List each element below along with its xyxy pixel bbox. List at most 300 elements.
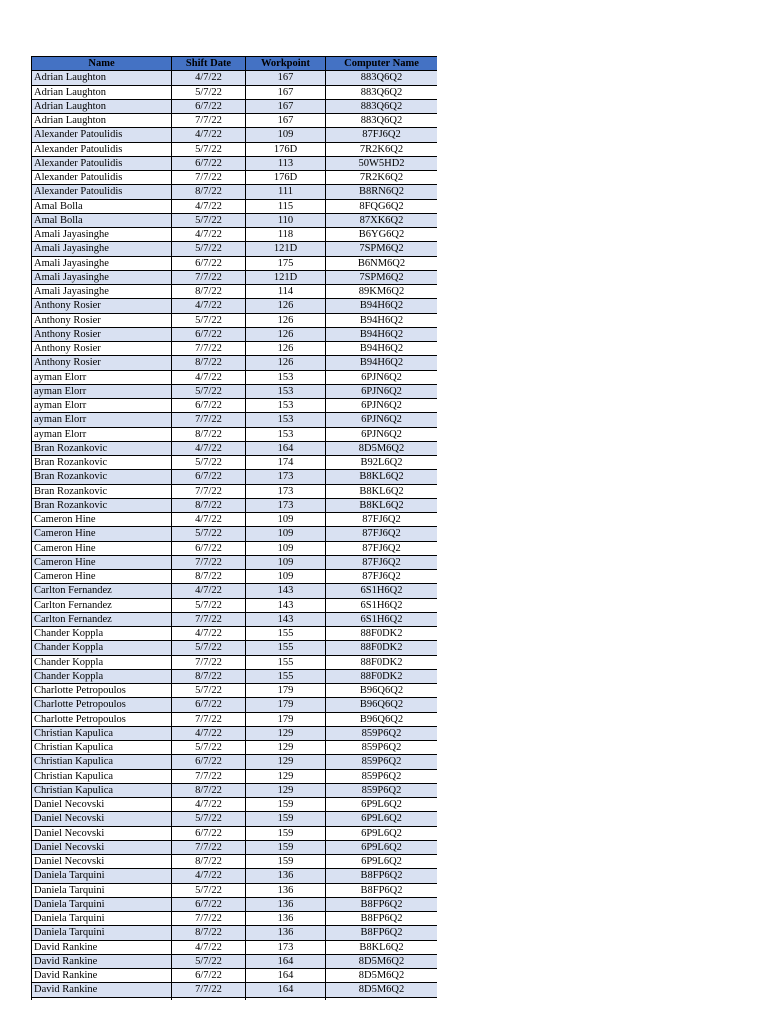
cell-shift-date[interactable]: 7/7/22 (172, 555, 246, 569)
cell-computer-name[interactable]: 6S1H6Q2 (326, 598, 438, 612)
cell-shift-date[interactable]: 7/7/22 (172, 769, 246, 783)
cell-computer-name[interactable]: 6PJN6Q2 (326, 399, 438, 413)
cell-workpoint[interactable]: 118 (246, 228, 326, 242)
cell-shift-date[interactable]: 5/7/22 (172, 242, 246, 256)
cell-workpoint[interactable]: 159 (246, 840, 326, 854)
cell-name[interactable]: Alexander Patoulidis (32, 185, 172, 199)
cell-shift-date[interactable]: 8/7/22 (172, 185, 246, 199)
cell-name[interactable]: Christian Kapulica (32, 741, 172, 755)
cell-workpoint[interactable]: 167 (246, 114, 326, 128)
cell-shift-date[interactable]: 5/7/22 (172, 883, 246, 897)
table-row (32, 71, 438, 85)
cell-name[interactable]: David Rankine (32, 954, 172, 968)
cell-computer-name[interactable]: B92L6Q2 (326, 456, 438, 470)
cell-computer-name[interactable]: B96Q6Q2 (326, 684, 438, 698)
cell-workpoint[interactable]: 136 (246, 869, 326, 883)
cell-name[interactable]: Charlotte Petropoulos (32, 684, 172, 698)
cell-shift-date[interactable]: 5/7/22 (172, 684, 246, 698)
cell-shift-date[interactable]: 8/7/22 (172, 427, 246, 441)
cell-workpoint[interactable]: 173 (246, 484, 326, 498)
cell-computer-name[interactable]: 6P9L6Q2 (326, 798, 438, 812)
cell-shift-date[interactable]: 4/7/22 (172, 869, 246, 883)
cell-name[interactable]: Bran Rozankovic (32, 484, 172, 498)
cell-computer-name[interactable]: 859P6Q2 (326, 783, 438, 797)
cell-shift-date[interactable]: 5/7/22 (172, 456, 246, 470)
cell-shift-date[interactable]: 8/7/22 (172, 783, 246, 797)
cell-computer-name[interactable]: 7SPM6Q2 (326, 242, 438, 256)
cell-name[interactable]: Alexander Patoulidis (32, 128, 172, 142)
cell-computer-name[interactable]: 6P9L6Q2 (326, 855, 438, 869)
cell-workpoint[interactable]: 109 (246, 527, 326, 541)
cell-name[interactable]: Anthony Rosier (32, 313, 172, 327)
cell-workpoint[interactable]: 159 (246, 855, 326, 869)
cell-shift-date[interactable]: 7/7/22 (172, 983, 246, 997)
cell-shift-date[interactable]: 4/7/22 (172, 128, 246, 142)
cell-computer-name[interactable]: 50W5HD2 (326, 156, 438, 170)
cell-name[interactable]: Amali Jayasinghe (32, 285, 172, 299)
cell-name[interactable]: David Rankine (32, 983, 172, 997)
cell-shift-date[interactable]: 6/7/22 (172, 698, 246, 712)
cell-shift-date[interactable]: 4/7/22 (172, 798, 246, 812)
cell-workpoint[interactable]: 167 (246, 99, 326, 113)
cell-name[interactable]: Daniel Necovski (32, 855, 172, 869)
cell-workpoint[interactable]: 136 (246, 912, 326, 926)
table-row (32, 285, 438, 299)
cell-name[interactable]: Amali Jayasinghe (32, 256, 172, 270)
cell-shift-date[interactable]: 7/7/22 (172, 342, 246, 356)
cell-name[interactable]: Bran Rozankovic (32, 456, 172, 470)
cell-computer-name[interactable]: 87FJ6Q2 (326, 555, 438, 569)
cell-workpoint[interactable]: 129 (246, 769, 326, 783)
cell-workpoint[interactable]: 129 (246, 726, 326, 740)
cell-shift-date[interactable]: 5/7/22 (172, 313, 246, 327)
cell-shift-date[interactable]: 7/7/22 (172, 712, 246, 726)
spreadsheet-page (31, 56, 437, 1000)
table-row (32, 513, 438, 527)
cell-workpoint[interactable]: 153 (246, 384, 326, 398)
cell-shift-date[interactable]: 4/7/22 (172, 726, 246, 740)
cell-shift-date[interactable]: 4/7/22 (172, 627, 246, 641)
cell-shift-date[interactable]: 6/7/22 (172, 470, 246, 484)
cell-computer-name[interactable]: 87FJ6Q2 (326, 128, 438, 142)
cell-name[interactable]: Chander Koppla (32, 641, 172, 655)
cell-workpoint[interactable]: 155 (246, 655, 326, 669)
cell-name[interactable]: Adrian Laughton (32, 85, 172, 99)
cell-computer-name[interactable]: B96Q6Q2 (326, 698, 438, 712)
cell-name[interactable]: Amali Jayasinghe (32, 270, 172, 284)
cell-shift-date[interactable]: 7/7/22 (172, 612, 246, 626)
table-row (32, 641, 438, 655)
cell-name[interactable]: Anthony Rosier (32, 342, 172, 356)
cell-name[interactable]: ayman Elorr (32, 427, 172, 441)
table-row (32, 384, 438, 398)
cell-name[interactable]: Daniela Tarquini (32, 912, 172, 926)
cell-computer-name[interactable]: B8KL6Q2 (326, 498, 438, 512)
table-row (32, 342, 438, 356)
cell-computer-name[interactable]: B94H6Q2 (326, 327, 438, 341)
cell-name[interactable]: Adrian Laughton (32, 99, 172, 113)
cell-shift-date[interactable]: 4/7/22 (172, 940, 246, 954)
cell-computer-name[interactable]: 6P9L6Q2 (326, 812, 438, 826)
cell-name[interactable]: Charlotte Petropoulos (32, 712, 172, 726)
cell-computer-name[interactable]: 88F0DK2 (326, 669, 438, 683)
cell-shift-date[interactable]: 4/7/22 (172, 199, 246, 213)
cell-computer-name[interactable]: 87FJ6Q2 (326, 527, 438, 541)
table-row (32, 498, 438, 512)
cell-name[interactable]: Bran Rozankovic (32, 470, 172, 484)
table-row (32, 612, 438, 626)
table-row (32, 413, 438, 427)
cell-computer-name[interactable]: 87FJ6Q2 (326, 513, 438, 527)
cell-workpoint[interactable]: 164 (246, 983, 326, 997)
cell-workpoint[interactable]: 153 (246, 399, 326, 413)
cell-computer-name[interactable]: 6P9L6Q2 (326, 840, 438, 854)
cell-computer-name[interactable]: 6PJN6Q2 (326, 384, 438, 398)
cell-name[interactable]: Daniela Tarquini (32, 883, 172, 897)
cell-workpoint[interactable]: 129 (246, 755, 326, 769)
cell-name[interactable]: Chander Koppla (32, 627, 172, 641)
cell-shift-date[interactable]: 6/7/22 (172, 327, 246, 341)
cell-shift-date[interactable]: 7/7/22 (172, 171, 246, 185)
cell-computer-name[interactable]: B8FP6Q2 (326, 926, 438, 940)
cell-computer-name[interactable]: 859P6Q2 (326, 741, 438, 755)
cell-workpoint[interactable]: 173 (246, 940, 326, 954)
cell-workpoint[interactable]: 110 (246, 213, 326, 227)
cell-workpoint[interactable]: 129 (246, 783, 326, 797)
cell-shift-date[interactable]: 5/7/22 (172, 527, 246, 541)
cell-computer-name[interactable]: 6P9L6Q2 (326, 826, 438, 840)
cell-name[interactable]: Christian Kapulica (32, 726, 172, 740)
cell-computer-name[interactable]: B6NM6Q2 (326, 256, 438, 270)
table-row (32, 997, 438, 1000)
cell-computer-name[interactable]: B8FP6Q2 (326, 883, 438, 897)
cell-name[interactable]: Charlotte Petropoulos (32, 698, 172, 712)
table-row (32, 570, 438, 584)
cell-computer-name[interactable]: 8D5M6Q2 (326, 954, 438, 968)
cell-workpoint[interactable]: 155 (246, 669, 326, 683)
cell-shift-date[interactable]: 4/7/22 (172, 513, 246, 527)
cell-computer-name[interactable]: 6PJN6Q2 (326, 427, 438, 441)
cell-name[interactable]: Daniel Necovski (32, 826, 172, 840)
cell-workpoint[interactable]: 126 (246, 313, 326, 327)
cell-workpoint[interactable]: 174 (246, 456, 326, 470)
cell-name[interactable]: Chander Koppla (32, 655, 172, 669)
table-row (32, 812, 438, 826)
cell-computer-name[interactable]: B96Q6Q2 (326, 712, 438, 726)
table-row (32, 370, 438, 384)
cell-workpoint[interactable]: 164 (246, 954, 326, 968)
cell-shift-date[interactable]: 5/7/22 (172, 85, 246, 99)
cell-computer-name[interactable]: B8FP6Q2 (326, 912, 438, 926)
cell-computer-name[interactable]: 7R2K6Q2 (326, 171, 438, 185)
shift-table (31, 56, 437, 1000)
cell-computer-name[interactable]: B8RN6Q2 (326, 185, 438, 199)
cell-workpoint[interactable]: 173 (246, 470, 326, 484)
cell-workpoint[interactable]: 126 (246, 356, 326, 370)
table-row (32, 755, 438, 769)
cell-workpoint[interactable]: 136 (246, 926, 326, 940)
cell-shift-date[interactable]: 4/7/22 (172, 228, 246, 242)
cell-name[interactable]: Amal Bolla (32, 213, 172, 227)
cell-workpoint[interactable]: 136 (246, 883, 326, 897)
cell-computer-name[interactable]: 87FJ6Q2 (326, 541, 438, 555)
cell-computer-name[interactable]: B94H6Q2 (326, 313, 438, 327)
cell-computer-name[interactable]: 87FJ6Q2 (326, 570, 438, 584)
cell-name[interactable]: Bran Rozankovic (32, 498, 172, 512)
cell-name[interactable]: Amali Jayasinghe (32, 242, 172, 256)
cell-computer-name[interactable]: 859P6Q2 (326, 769, 438, 783)
cell-workpoint[interactable]: 179 (246, 684, 326, 698)
cell-name[interactable]: Carlton Fernandez (32, 598, 172, 612)
cell-shift-date[interactable]: 6/7/22 (172, 541, 246, 555)
table-row (32, 669, 438, 683)
cell-shift-date[interactable]: 8/7/22 (172, 498, 246, 512)
cell-name[interactable]: Christian Kapulica (32, 769, 172, 783)
cell-workpoint[interactable]: 136 (246, 897, 326, 911)
cell-name[interactable]: Alexander Patoulidis (32, 171, 172, 185)
cell-workpoint[interactable]: 179 (246, 698, 326, 712)
cell-name[interactable]: Carlton Fernandez (32, 584, 172, 598)
cell-name[interactable]: Alexander Patoulidis (32, 142, 172, 156)
cell-name[interactable]: Anthony Rosier (32, 299, 172, 313)
cell-workpoint[interactable]: 179 (246, 712, 326, 726)
cell-name[interactable]: Cameron Hine (32, 527, 172, 541)
cell-shift-date[interactable]: 7/7/22 (172, 840, 246, 854)
cell-workpoint[interactable]: 173 (246, 498, 326, 512)
cell-computer-name[interactable]: 859P6Q2 (326, 755, 438, 769)
cell-workpoint[interactable]: 143 (246, 584, 326, 598)
cell-shift-date[interactable]: 6/7/22 (172, 755, 246, 769)
cell-computer-name[interactable]: 8D5M6Q2 (326, 441, 438, 455)
cell-workpoint[interactable]: 159 (246, 798, 326, 812)
cell-name[interactable]: Carlton Fernandez (32, 612, 172, 626)
cell-workpoint[interactable] (246, 997, 326, 1000)
cell-shift-date[interactable]: 7/7/22 (172, 413, 246, 427)
cell-workpoint[interactable]: 175 (246, 256, 326, 270)
cell-computer-name[interactable]: B8FP6Q2 (326, 869, 438, 883)
cell-shift-date[interactable]: 6/7/22 (172, 969, 246, 983)
table-row (32, 228, 438, 242)
cell-name[interactable]: Adrian Laughton (32, 71, 172, 85)
cell-name[interactable]: Daniela Tarquini (32, 897, 172, 911)
cell-shift-date[interactable]: 6/7/22 (172, 399, 246, 413)
cell-computer-name[interactable]: 8D5M6Q2 (326, 983, 438, 997)
cell-workpoint[interactable]: 113 (246, 156, 326, 170)
cell-name[interactable]: David Rankine (32, 969, 172, 983)
cell-workpoint[interactable]: 126 (246, 342, 326, 356)
cell-workpoint[interactable]: 153 (246, 427, 326, 441)
cell-name[interactable]: ayman Elorr (32, 413, 172, 427)
cell-shift-date[interactable]: 6/7/22 (172, 256, 246, 270)
cell-name[interactable]: David Rankine (32, 940, 172, 954)
cell-workpoint[interactable]: 114 (246, 285, 326, 299)
table-row (32, 912, 438, 926)
cell-shift-date[interactable]: 8/7/22 (172, 669, 246, 683)
cell-workpoint[interactable]: 167 (246, 71, 326, 85)
cell-computer-name[interactable]: B8KL6Q2 (326, 940, 438, 954)
cell-computer-name[interactable]: 88F0DK2 (326, 655, 438, 669)
cell-shift-date[interactable]: 5/7/22 (172, 641, 246, 655)
table-row (32, 726, 438, 740)
cell-computer-name[interactable]: 7R2K6Q2 (326, 142, 438, 156)
cell-shift-date[interactable]: 6/7/22 (172, 826, 246, 840)
cell-shift-date[interactable]: 5/7/22 (172, 741, 246, 755)
table-row (32, 142, 438, 156)
cell-computer-name[interactable]: 8D5M6Q2 (326, 969, 438, 983)
table-row (32, 897, 438, 911)
cell-name[interactable]: ayman Elorr (32, 384, 172, 398)
cell-workpoint[interactable]: 115 (246, 199, 326, 213)
cell-name[interactable]: Daniela Tarquini (32, 869, 172, 883)
cell-workpoint[interactable]: 121D (246, 270, 326, 284)
cell-computer-name[interactable] (326, 997, 438, 1000)
cell-shift-date[interactable]: 5/7/22 (172, 384, 246, 398)
cell-name[interactable]: Alexander Patoulidis (32, 156, 172, 170)
cell-workpoint[interactable]: 153 (246, 370, 326, 384)
cell-computer-name[interactable]: B8FP6Q2 (326, 897, 438, 911)
cell-workpoint[interactable]: 153 (246, 413, 326, 427)
table-row (32, 712, 438, 726)
cell-name[interactable]: Cameron Hine (32, 555, 172, 569)
cell-shift-date[interactable]: 4/7/22 (172, 71, 246, 85)
cell-computer-name[interactable]: 87XK6Q2 (326, 213, 438, 227)
table-row (32, 427, 438, 441)
header-workpoint[interactable]: Workpoint (246, 57, 326, 71)
cell-computer-name[interactable]: B94H6Q2 (326, 299, 438, 313)
cell-shift-date[interactable]: 4/7/22 (172, 584, 246, 598)
cell-name[interactable]: Bran Rozankovic (32, 441, 172, 455)
cell-workpoint[interactable]: 164 (246, 441, 326, 455)
cell-workpoint[interactable]: 143 (246, 612, 326, 626)
cell-workpoint[interactable]: 109 (246, 513, 326, 527)
cell-shift-date[interactable]: 6/7/22 (172, 897, 246, 911)
cell-shift-date[interactable]: 5/7/22 (172, 812, 246, 826)
cell-workpoint[interactable]: 176D (246, 142, 326, 156)
cell-shift-date[interactable]: 7/7/22 (172, 484, 246, 498)
cell-workpoint[interactable]: 109 (246, 555, 326, 569)
cell-name[interactable]: Daniel Necovski (32, 840, 172, 854)
cell-shift-date[interactable]: 6/7/22 (172, 156, 246, 170)
cell-workpoint[interactable]: 176D (246, 171, 326, 185)
header-shift-date[interactable]: Shift Date (172, 57, 246, 71)
cell-computer-name[interactable]: 883Q6Q2 (326, 99, 438, 113)
cell-computer-name[interactable]: 8FQG6Q2 (326, 199, 438, 213)
cell-workpoint[interactable]: 167 (246, 85, 326, 99)
cell-computer-name[interactable]: 883Q6Q2 (326, 85, 438, 99)
cell-name[interactable]: Daniel Necovski (32, 798, 172, 812)
cell-name[interactable]: Cameron Hine (32, 513, 172, 527)
cell-shift-date[interactable]: 4/7/22 (172, 370, 246, 384)
cell-computer-name[interactable]: 89KM6Q2 (326, 285, 438, 299)
table-row (32, 840, 438, 854)
cell-shift-date[interactable] (172, 997, 246, 1000)
cell-name[interactable]: Anthony Rosier (32, 327, 172, 341)
table-row (32, 114, 438, 128)
cell-shift-date[interactable]: 5/7/22 (172, 598, 246, 612)
table-row (32, 171, 438, 185)
cell-shift-date[interactable]: 6/7/22 (172, 99, 246, 113)
cell-name[interactable]: Daniel Necovski (32, 812, 172, 826)
cell-shift-date[interactable]: 4/7/22 (172, 441, 246, 455)
cell-shift-date[interactable]: 7/7/22 (172, 655, 246, 669)
cell-name[interactable]: Adrian Laughton (32, 114, 172, 128)
cell-computer-name[interactable]: 6PJN6Q2 (326, 413, 438, 427)
cell-workpoint[interactable]: 121D (246, 242, 326, 256)
table-row (32, 85, 438, 99)
cell-shift-date[interactable]: 7/7/22 (172, 114, 246, 128)
cell-computer-name[interactable]: 88F0DK2 (326, 627, 438, 641)
cell-name[interactable] (32, 997, 172, 1000)
cell-computer-name[interactable]: B94H6Q2 (326, 342, 438, 356)
cell-shift-date[interactable]: 7/7/22 (172, 912, 246, 926)
cell-computer-name[interactable]: 88F0DK2 (326, 641, 438, 655)
cell-computer-name[interactable]: 883Q6Q2 (326, 71, 438, 85)
table-row (32, 798, 438, 812)
cell-workpoint[interactable]: 143 (246, 598, 326, 612)
table-row (32, 270, 438, 284)
cell-shift-date[interactable]: 4/7/22 (172, 299, 246, 313)
cell-workpoint[interactable]: 109 (246, 570, 326, 584)
cell-workpoint[interactable]: 126 (246, 299, 326, 313)
cell-workpoint[interactable]: 109 (246, 541, 326, 555)
cell-name[interactable]: Cameron Hine (32, 541, 172, 555)
cell-workpoint[interactable]: 126 (246, 327, 326, 341)
table-row (32, 769, 438, 783)
cell-name[interactable]: Anthony Rosier (32, 356, 172, 370)
cell-computer-name[interactable]: 6S1H6Q2 (326, 584, 438, 598)
cell-shift-date[interactable]: 8/7/22 (172, 926, 246, 940)
cell-name[interactable]: Amali Jayasinghe (32, 228, 172, 242)
cell-workpoint[interactable]: 109 (246, 128, 326, 142)
cell-workpoint[interactable]: 164 (246, 969, 326, 983)
cell-computer-name[interactable]: 859P6Q2 (326, 726, 438, 740)
cell-computer-name[interactable]: 6S1H6Q2 (326, 612, 438, 626)
header-computer-name[interactable]: Computer Name (326, 57, 438, 71)
cell-shift-date[interactable]: 8/7/22 (172, 855, 246, 869)
cell-name[interactable]: Daniela Tarquini (32, 926, 172, 940)
cell-workpoint[interactable]: 155 (246, 627, 326, 641)
cell-name[interactable]: ayman Elorr (32, 399, 172, 413)
cell-computer-name[interactable]: B6YG6Q2 (326, 228, 438, 242)
cell-shift-date[interactable]: 5/7/22 (172, 213, 246, 227)
cell-name[interactable]: Christian Kapulica (32, 783, 172, 797)
cell-workpoint[interactable]: 159 (246, 812, 326, 826)
cell-shift-date[interactable]: 5/7/22 (172, 954, 246, 968)
cell-computer-name[interactable]: 7SPM6Q2 (326, 270, 438, 284)
cell-shift-date[interactable]: 8/7/22 (172, 356, 246, 370)
cell-name[interactable]: Amal Bolla (32, 199, 172, 213)
cell-name[interactable]: Chander Koppla (32, 669, 172, 683)
cell-computer-name[interactable]: 883Q6Q2 (326, 114, 438, 128)
cell-name[interactable]: Christian Kapulica (32, 755, 172, 769)
cell-shift-date[interactable]: 5/7/22 (172, 142, 246, 156)
cell-computer-name[interactable]: B8KL6Q2 (326, 484, 438, 498)
header-name[interactable]: Name (32, 57, 172, 71)
cell-computer-name[interactable]: B8KL6Q2 (326, 470, 438, 484)
cell-computer-name[interactable]: B94H6Q2 (326, 356, 438, 370)
cell-name[interactable]: ayman Elorr (32, 370, 172, 384)
cell-workpoint[interactable]: 129 (246, 741, 326, 755)
cell-workpoint[interactable]: 111 (246, 185, 326, 199)
cell-shift-date[interactable]: 7/7/22 (172, 270, 246, 284)
cell-workpoint[interactable]: 159 (246, 826, 326, 840)
cell-name[interactable]: Cameron Hine (32, 570, 172, 584)
table-row (32, 584, 438, 598)
cell-shift-date[interactable]: 8/7/22 (172, 570, 246, 584)
cell-workpoint[interactable]: 155 (246, 641, 326, 655)
cell-computer-name[interactable]: 6PJN6Q2 (326, 370, 438, 384)
cell-shift-date[interactable]: 8/7/22 (172, 285, 246, 299)
